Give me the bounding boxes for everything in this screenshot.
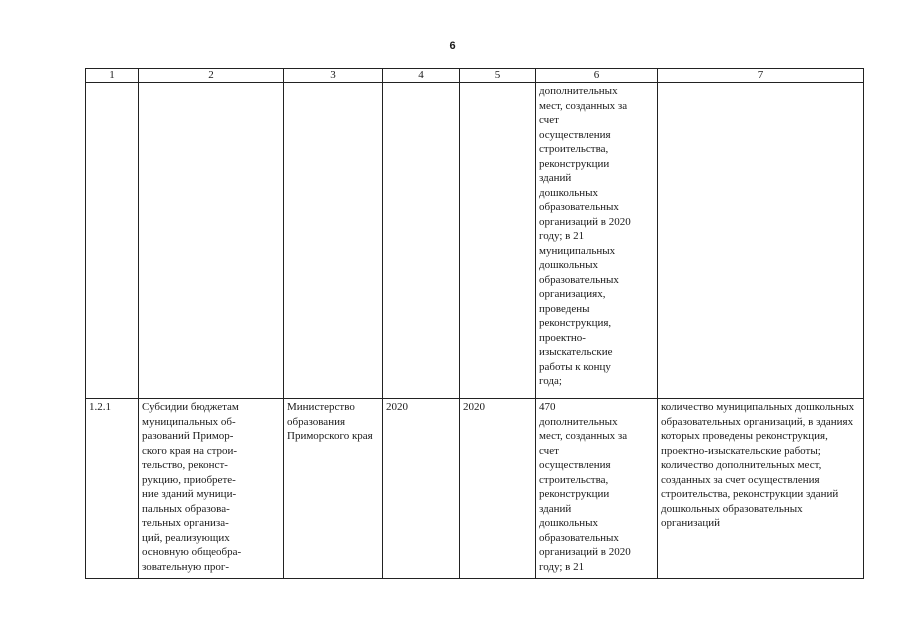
cell-start-year: 2020 bbox=[383, 399, 460, 579]
cell-indicators: количество муниципальных дошкольных образовательных организаций, в зданиях которых проведены реконструкция, проектно-изыскательские работы; количество дополнительных мест, созданных за счет осуществления строительства, реконструкции зданий дошкольных образовательных организаций bbox=[658, 399, 864, 579]
header-col-6: 6 bbox=[536, 69, 658, 83]
cell-empty bbox=[284, 83, 383, 399]
header-col-3: 3 bbox=[284, 69, 383, 83]
cell-measure-name: Субсидии бюджетам муниципальных об- разований Примор- ского края на строи- тельство, реконст- рукцию, приобрете- ние зданий муници- пальных образова- тельных организа- ций, реализующих основную общеобра- зовательную прог- bbox=[139, 399, 284, 579]
cell-empty bbox=[86, 83, 139, 399]
cell-expected-result: 470 дополнительных мест, созданных за счет осуществления строительства, реконструкции зданий дошкольных образовательных организаций в 2020 году; в 21 bbox=[536, 399, 658, 579]
header-row bbox=[86, 69, 864, 83]
cell-empty bbox=[658, 83, 864, 399]
cell-empty bbox=[460, 83, 536, 399]
header-col-1: 1 bbox=[86, 69, 139, 83]
table-row bbox=[86, 399, 864, 579]
cell-item-number: 1.2.1 bbox=[86, 399, 139, 579]
header-col-2: 2 bbox=[139, 69, 284, 83]
cell-executor: Министерство образования Приморского края bbox=[284, 399, 383, 579]
page-number: 6 bbox=[449, 40, 456, 52]
cell-empty bbox=[383, 83, 460, 399]
cell-empty bbox=[139, 83, 284, 399]
header-col-5: 5 bbox=[460, 69, 536, 83]
header-col-7: 7 bbox=[658, 69, 864, 83]
program-table bbox=[85, 68, 864, 579]
cell-result-continuation: дополнительных мест, созданных за счет осуществления строительства, реконструкции зданий дошкольных образовательных организаций в 2020 году; в 21 муниципальных дошкольных образовательных организациях, проведены реконструкция, проектно- изыскательские работы к концу года; bbox=[536, 83, 658, 399]
table-row-continuation bbox=[86, 83, 864, 399]
header-col-4: 4 bbox=[383, 69, 460, 83]
cell-end-year: 2020 bbox=[460, 399, 536, 579]
